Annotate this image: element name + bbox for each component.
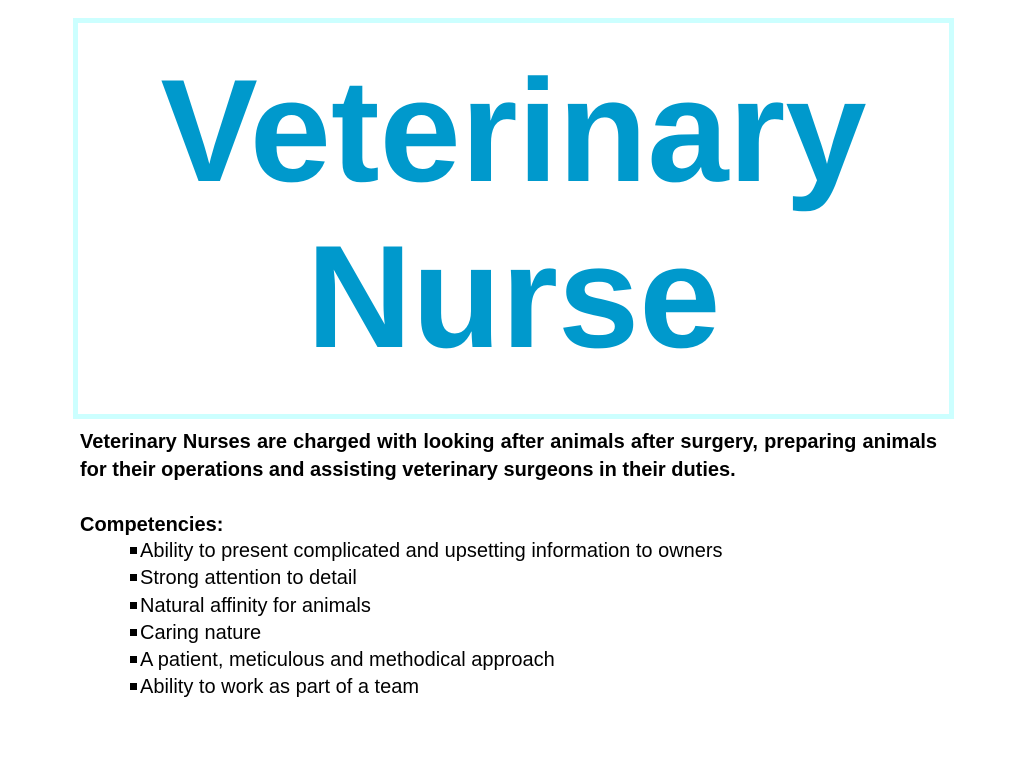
list-item (130, 674, 937, 701)
body-text (80, 428, 937, 702)
square-bullet-icon (130, 683, 137, 690)
square-bullet-icon (130, 547, 137, 554)
title-line-2: Nurse (306, 214, 721, 378)
square-bullet-icon (130, 656, 137, 663)
list-item (130, 620, 937, 647)
description-paragraph: Veterinary Nurses are charged with looking after animals after surgery, preparing animals for their operations and assisting veterinary surgeons in their duties. (80, 431, 937, 481)
title-line-1: Veterinary (160, 48, 867, 212)
competencies-heading: Competencies: (80, 514, 224, 536)
square-bullet-icon (130, 602, 137, 609)
list-item-text: Natural affinity for animals (140, 594, 371, 617)
list-item-text: Caring nature (140, 621, 262, 644)
title-box (73, 18, 954, 419)
list-item (130, 647, 937, 674)
list-item-text: A patient, meticulous and methodical approach (140, 649, 555, 672)
list-item (130, 538, 937, 565)
list-item (130, 565, 937, 592)
competencies-list (80, 538, 937, 702)
list-item (130, 593, 937, 620)
square-bullet-icon (130, 574, 137, 581)
square-bullet-icon (130, 629, 137, 636)
list-item-text: Ability to work as part of a team (140, 676, 420, 699)
list-item-text: Strong attention to detail (140, 567, 357, 590)
list-item-text: Ability to present complicated and upsetting information to owners (140, 540, 723, 562)
